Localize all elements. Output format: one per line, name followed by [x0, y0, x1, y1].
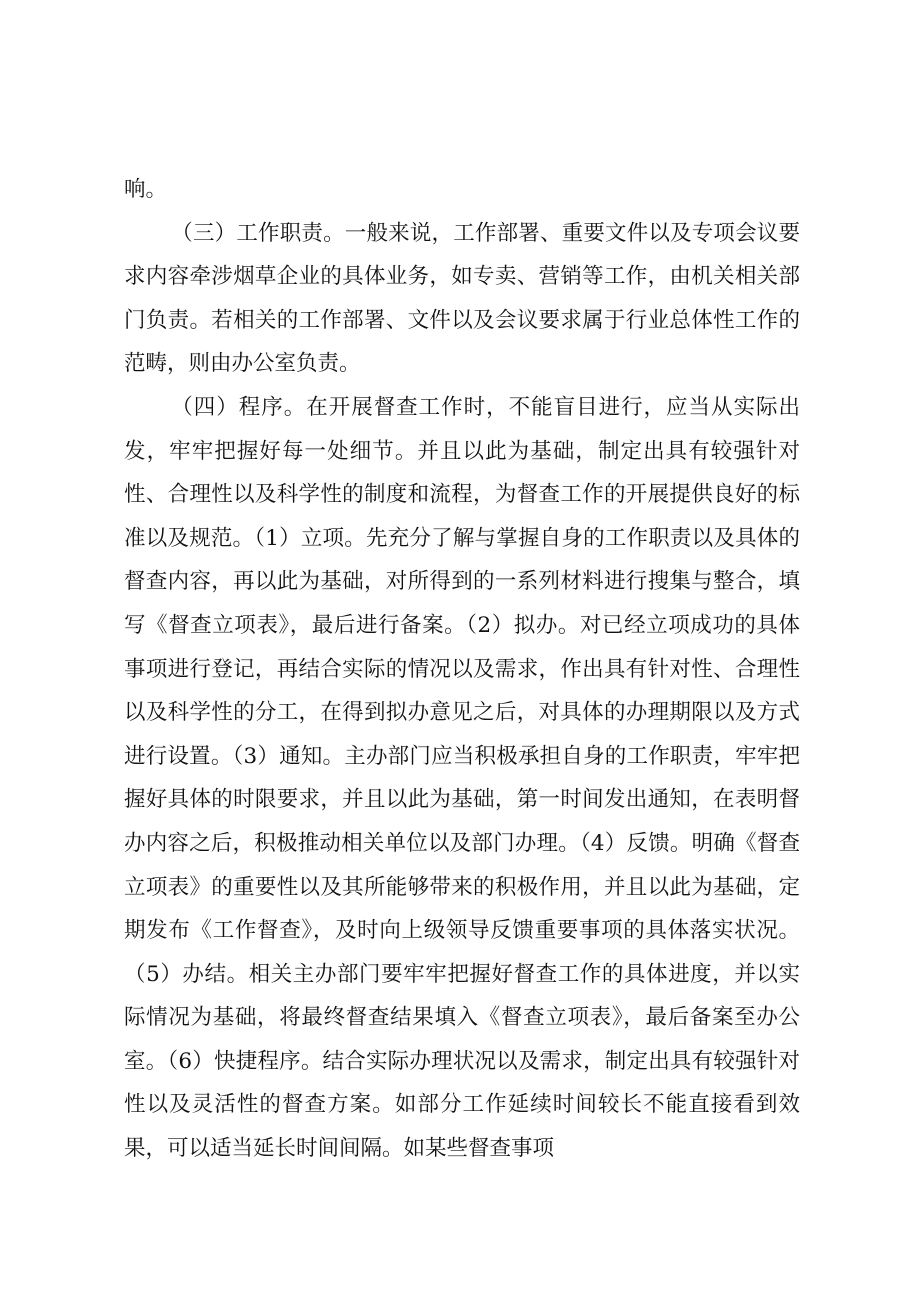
- document-body: [124, 168, 800, 1171]
- paragraph-continuation: 响。: [124, 177, 168, 202]
- paragraph-work-duties: （三）工作职责。一般来说，工作部署、重要文件以及专项会议要求内容牵涉烟草企业的具体业务，如专卖、营销等工作，由机关相关部门负责。若相关的工作部署、文件以及会议要求属于行业总体性工作的范畴，则由办公室负责。: [124, 220, 800, 377]
- paragraph-procedure: （四）程序。在开展督查工作时，不能盲目进行，应当从实际出发，牢牢把握好每一处细节。并且以此为基础，制定出具有较强针对性、合理性以及科学性的制度和流程，为督查工作的开展提供良好的标准以及规范。（1）立项。先充分了解与掌握自身的工作职责以及具体的督查内容，再以此为基础，对所得到的一系列材料进行搜集与整合，填写《督查立项表》，最后进行备案。（2）拟办。对已经立项成功的具体事项进行登记，再结合实际的情况以及需求，作出具有针对性、合理性以及科学性的分工，在得到拟办意见之后，对具体的办理期限以及方式进行设置。（3）通知。主办部门应当积极承担自身的工作职责，牢牢把握好具体的时限要求，并且以此为基础，第一时间发出通知，在表明督办内容之后，积极推动相关单位以及部门办理。（4）反馈。明确《督查立项表》的重要性以及其所能够带来的积极作用，并且以此为基础，定期发布《工作督查》，及时向上级领导反馈重要事项的具体落实状况。（5）办结。相关主办部门要牢牢把握好督查工作的具体进度，并以实际情况为基础，将最终督查结果填入《督查立项表》，最后备案至办公室。（6）快捷程序。结合实际办理状况以及需求，制定出具有较强针对性以及灵活性的督查方案。如部分工作延续时间较长不能直接看到效果，可以适当延长时间间隔。如某些督查事项: [124, 394, 800, 1162]
